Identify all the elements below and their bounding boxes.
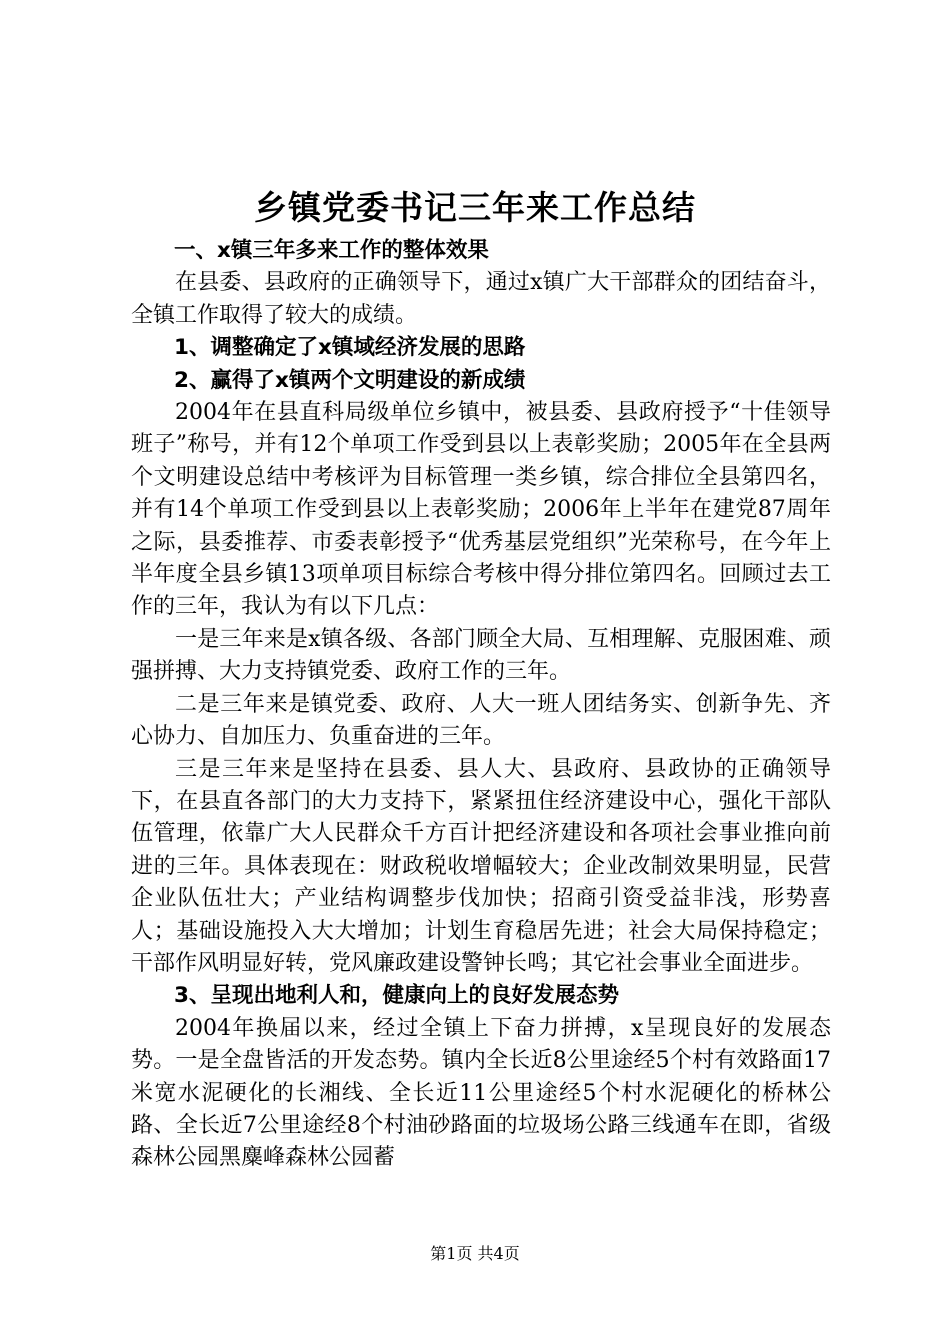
section-heading-1: 一、x镇三年多来工作的整体效果 <box>174 238 489 263</box>
subheading-1: 1、调整确定了x镇域经济发展的思路 <box>174 335 526 361</box>
paragraph-achievements: 2004年在县直科局级单位乡镇中，被县委、县政府授予“十佳领导班子”称号，并有12个单项工作受到县以上表彰奖励；2005年在全县两个文明建设总结中考核评为目标管理一类乡镇，综合排位全县第四名，并有14个单项工作受到县以上表彰奖励；2006年上半年在建党87周年之际，县委推荐、市委表彰授予“优秀基层党组织”光荣称号，在今年上半年度全县乡镇13项单项目标综合考核中得分排位第四名。回顾过去工作的三年，我认为有以下几点： <box>131 400 831 620</box>
subheading-2: 2、赢得了x镇两个文明建设的新成绩 <box>174 367 526 393</box>
paragraph-point-two: 二是三年来是镇党委、政府、人大一班人团结务实、创新争先、齐心协力、自加压力、负重奋进的三年。 <box>131 691 831 750</box>
paragraph-point-three: 三是三年来是坚持在县委、县人大、县政府、县政协的正确领导下，在县直各部门的大力支持下，紧紧扭住经济建设中心，强化干部队伍管理，依靠广大人民群众千方百计把经济建设和各项社会事业推向前进的三年。具体表现在：财政税收增幅较大；企业改制效果明显，民营企业队伍壮大；产业结构调整步伐加快；招商引资受益非浅，形势喜人；基础设施投入大大增加；计划生育稳居先进；社会大局保持稳定；干部作风明显好转，党风廉政建设警钟长鸣；其它社会事业全面进步。 <box>131 756 831 976</box>
paragraph-point-one: 一是三年来是x镇各级、各部门顾全大局、互相理解、克服困难、顽强拼搏、大力支持镇党委、政府工作的三年。 <box>131 626 831 685</box>
document-body <box>131 235 831 1175</box>
subheading-3: 3、呈现出地利人和，健康向上的良好发展态势 <box>174 983 619 1009</box>
paragraph-intro: 在县委、县政府的正确领导下，通过x镇广大干部群众的团结奋斗，全镇工作取得了较大的成绩。 <box>131 270 831 328</box>
document-title: 乡镇党委书记三年来工作总结 <box>254 188 696 227</box>
paragraph-development: 2004年换届以来，经过全镇上下奋力拼搏，x呈现良好的发展态势。一是全盘皆活的开发态势。镇内全长近8公里途经5个村有效路面17米宽水泥硬化的长湘线、全长近11公里途经5个村水泥硬化的桥林公路、全长近7公里途经8个村油砂路面的垃圾场公路三线通车在即，省级森林公园黑麋峰森林公园蓄 <box>131 1015 831 1171</box>
page-number-footer: 第1页 共4页 <box>430 1244 520 1263</box>
